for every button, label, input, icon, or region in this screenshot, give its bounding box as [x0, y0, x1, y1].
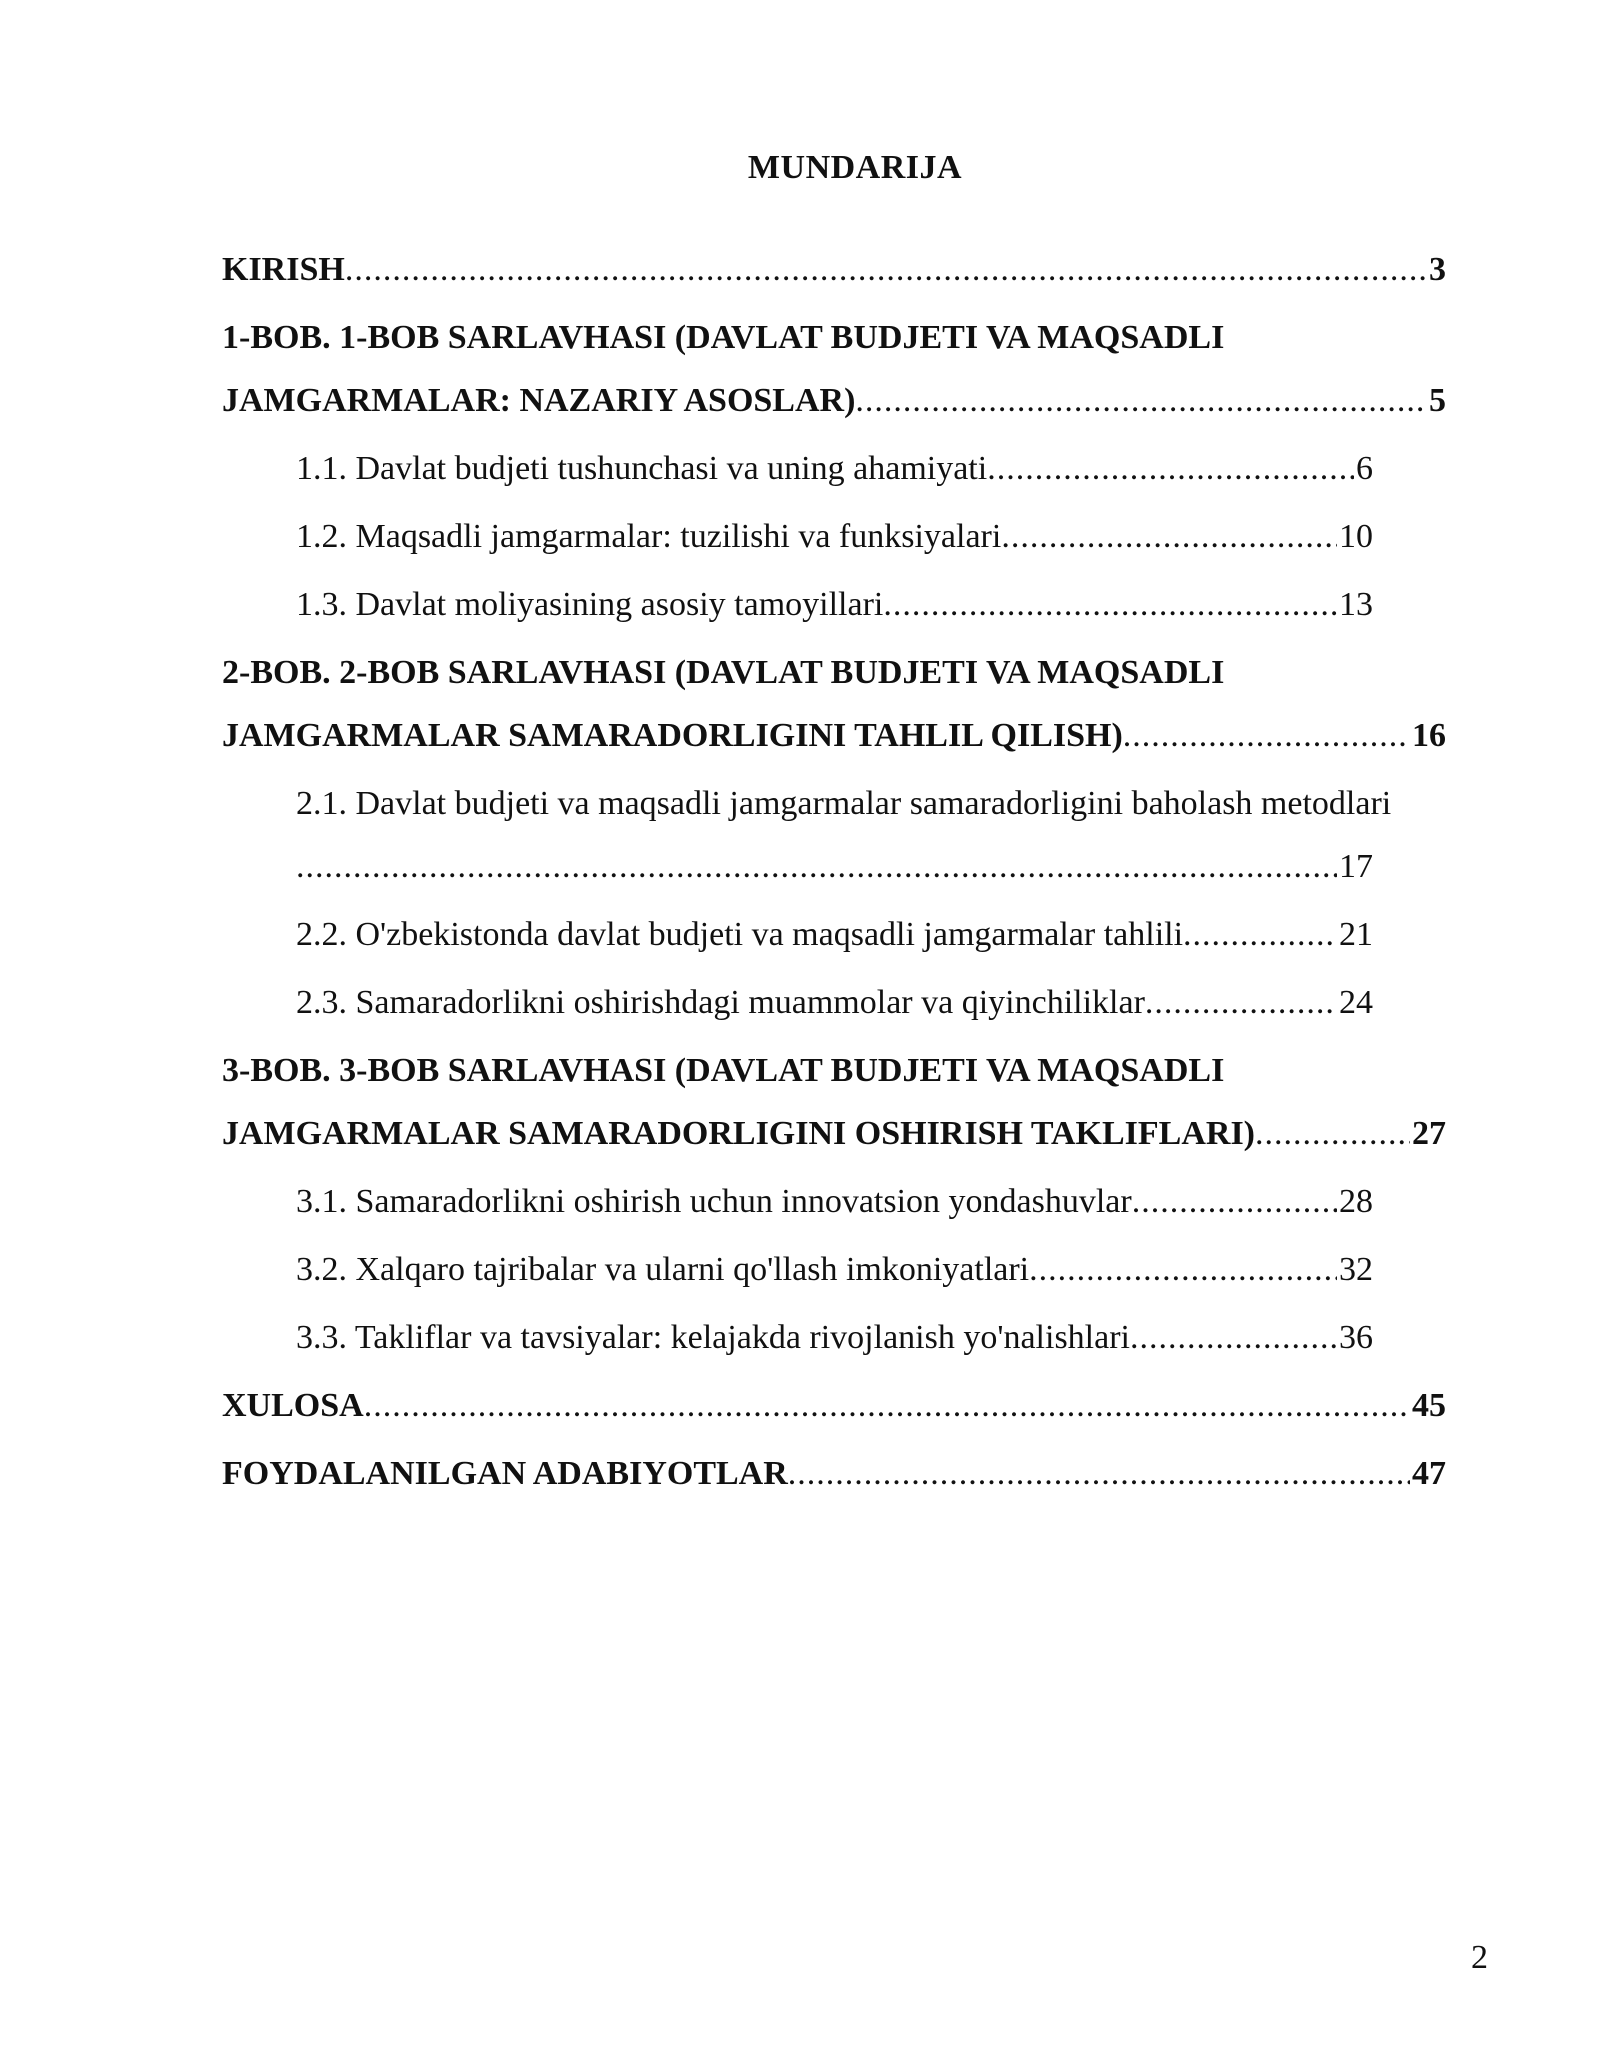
toc-page-number: 24	[1339, 984, 1373, 1021]
toc-entry-section-1-1[interactable]	[296, 437, 1373, 500]
toc-entry-section-1-3[interactable]	[296, 573, 1373, 636]
toc-entry-section-2-3[interactable]	[296, 971, 1373, 1034]
toc-entry-title-line1: 2-BOB. 2-BOB SARLAVHASI (DAVLAT BUDJETI VA MAQSADLI	[222, 654, 1225, 691]
toc-page-number: 32	[1339, 1251, 1373, 1288]
dot-leader	[296, 835, 1337, 898]
toc-entry-title-line2: JAMGARMALAR: NAZARIY ASOSLAR)	[222, 382, 856, 419]
toc-page-number: 21	[1339, 916, 1373, 953]
toc-entry-chapter-2[interactable]	[222, 641, 1446, 767]
toc-entry-title: 2.2. O'zbekistonda davlat budjeti va maqsadli jamgarmalar tahlili	[296, 916, 1184, 953]
dot-leader	[364, 1374, 1410, 1437]
page-number: 2	[1471, 1939, 1488, 1976]
page-title: MUNDARIJA	[747, 149, 963, 186]
dot-leader	[788, 1442, 1410, 1505]
toc-entry-section-3-1[interactable]	[296, 1170, 1373, 1233]
toc-page-number: 3	[1429, 251, 1446, 288]
toc-page-number: 17	[1339, 848, 1373, 885]
toc-entry-title: 1.2. Maqsadli jamgarmalar: tuzilishi va funksiyalari	[296, 518, 1002, 555]
dot-leader	[855, 369, 1427, 432]
dot-leader	[1183, 903, 1337, 966]
toc-page-number: 10	[1339, 518, 1373, 555]
toc-page-number: 13	[1339, 586, 1373, 623]
toc-entry-title-line2: JAMGARMALAR SAMARADORLIGINI OSHIRISH TAKLIFLARI)	[222, 1115, 1255, 1152]
toc-entry-xulosa[interactable]	[222, 1374, 1446, 1437]
dot-leader	[1132, 1170, 1337, 1233]
toc-page-number: 28	[1339, 1183, 1373, 1220]
toc-entry-section-2-2[interactable]	[296, 903, 1373, 966]
toc-entry-section-2-1[interactable]	[296, 772, 1392, 898]
toc-entry-title: 1.3. Davlat moliyasining asosiy tamoyillari	[296, 586, 884, 623]
toc-entry-chapter-1[interactable]	[222, 306, 1446, 432]
toc-entry-title: 2.3. Samaradorlikni oshirishdagi muammolar va qiyinchiliklar	[296, 984, 1145, 1021]
dot-leader	[1029, 1238, 1337, 1301]
toc-entry-title: 1.1. Davlat budjeti tushunchasi va uning ahamiyati	[296, 450, 988, 487]
toc-entry-title-line1: 3-BOB. 3-BOB SARLAVHASI (DAVLAT BUDJETI VA MAQSADLI	[222, 1052, 1225, 1089]
dot-leader	[1130, 1306, 1337, 1369]
toc-page-number: 36	[1339, 1319, 1373, 1356]
toc-page-number: 5	[1429, 382, 1446, 419]
toc-entry-title: 3.1. Samaradorlikni oshirish uchun innovatsion yondashuvlar	[296, 1183, 1132, 1220]
toc-page-number: 27	[1412, 1115, 1446, 1152]
table-of-contents	[222, 238, 1462, 1510]
toc-page-number: 45	[1412, 1387, 1446, 1424]
toc-page-number: 6	[1356, 450, 1373, 487]
toc-entry-chapter-3[interactable]	[222, 1039, 1446, 1165]
toc-entry-title: 3.3. Takliflar va tavsiyalar: kelajakda rivojlanish yo'nalishlari	[296, 1319, 1130, 1356]
dot-leader	[1145, 971, 1337, 1034]
dot-leader	[345, 238, 1427, 301]
toc-entry-title: 3.2. Xalqaro tajribalar va ularni qo'llash imkoniyatlari	[296, 1251, 1030, 1288]
toc-entry-section-1-2[interactable]	[296, 505, 1373, 568]
dot-leader	[1123, 704, 1410, 767]
toc-entry-title-line1: 1-BOB. 1-BOB SARLAVHASI (DAVLAT BUDJETI VA MAQSADLI	[222, 319, 1225, 356]
toc-entry-title-line2: JAMGARMALAR SAMARADORLIGINI TAHLIL QILISH)	[222, 717, 1123, 754]
toc-entry-title: FOYDALANILGAN ADABIYOTLAR	[222, 1455, 788, 1492]
toc-entry-title-line1: 2.1. Davlat budjeti va maqsadli jamgarmalar samaradorligini baholash metodlari	[296, 785, 1392, 822]
toc-entry-section-3-3[interactable]	[296, 1306, 1373, 1369]
toc-entry-adabiyotlar[interactable]	[222, 1442, 1446, 1505]
toc-entry-kirish[interactable]	[222, 238, 1446, 301]
dot-leader	[883, 573, 1337, 636]
dot-leader	[1001, 505, 1337, 568]
toc-entry-title: KIRISH	[222, 251, 345, 288]
toc-entry-title: XULOSA	[222, 1387, 364, 1424]
toc-page-number: 47	[1412, 1455, 1446, 1492]
toc-entry-section-3-2[interactable]	[296, 1238, 1373, 1301]
toc-page-number: 16	[1412, 717, 1446, 754]
dot-leader	[1255, 1102, 1410, 1165]
dot-leader	[987, 437, 1354, 500]
